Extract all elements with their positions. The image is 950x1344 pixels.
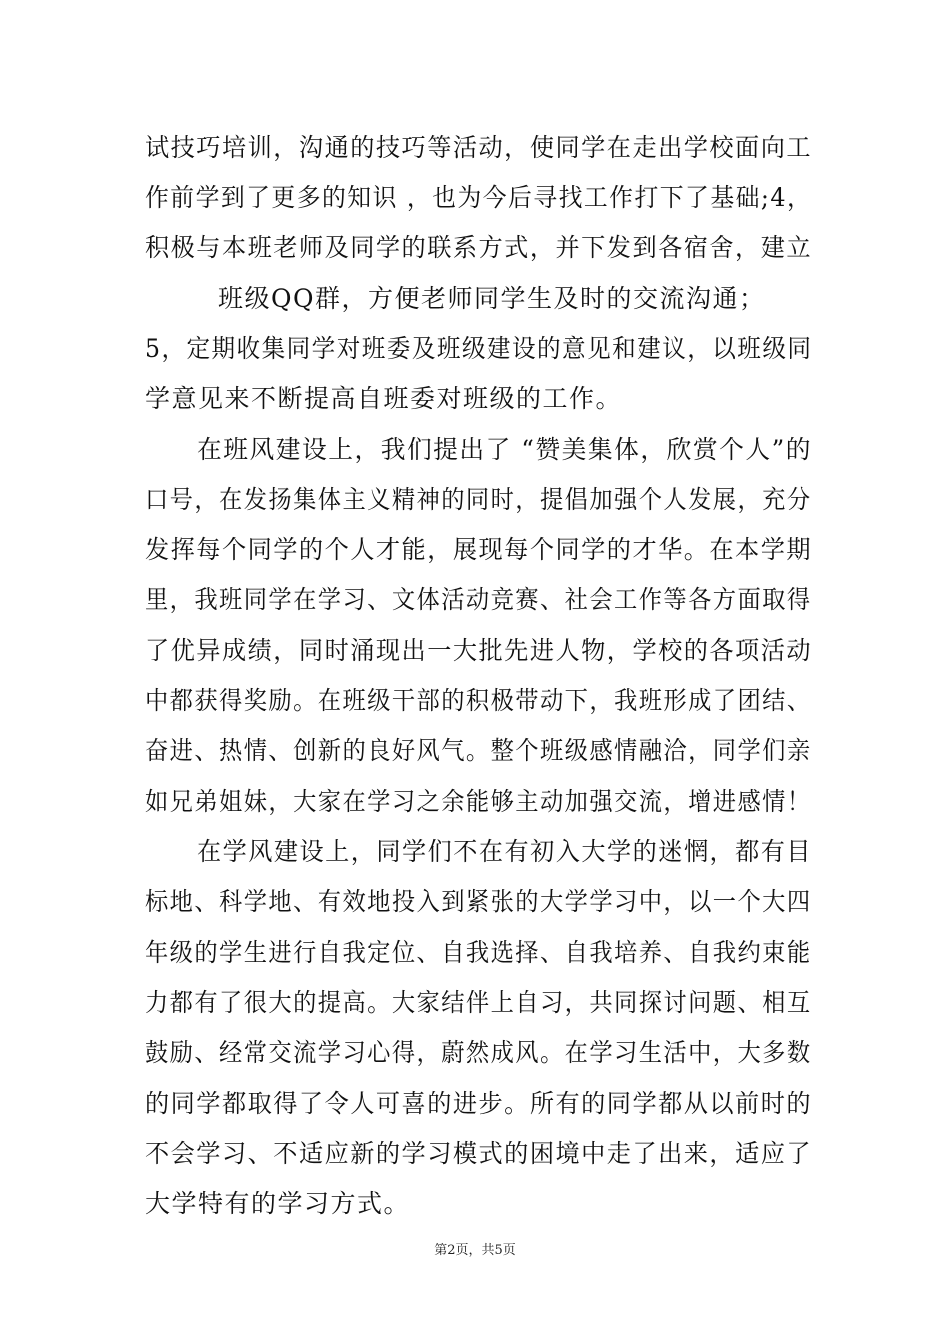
text-line: 年级的学生进行自我定位、自我选择、自我培养、自我约束能 [145, 938, 812, 967]
text-line: 班级QQ群，方便老师同学生及时的交流沟通； [218, 284, 766, 313]
text-line: 口号，在发扬集体主义精神的同时，提倡加强个人发展，充分 [145, 485, 812, 514]
text-line: 发挥每个同学的个人才能，展现每个同学的才华。在本学期 [145, 535, 813, 564]
text-line: 学意见来不断提高自班委对班级的工作。 [145, 384, 623, 413]
text-line: 大学特有的学习方式。 [145, 1189, 411, 1218]
text-line: 的同学都取得了令人可喜的进步。所有的同学都从以前时的 [145, 1089, 813, 1118]
paragraph-first-line: 在学风建设上，同学们不在有初入大学的迷惘，都有目 [197, 837, 813, 866]
text-line: 不会学习、不适应新的学习模式的困境中走了出来，适应了 [145, 1139, 813, 1168]
page-number-footer: 第2页，共5页 [434, 1243, 516, 1258]
text-line: 作前学到了更多的知识 ，也为今后寻找工作打下了基础;4， [145, 183, 813, 212]
text-line: 力都有了很大的提高。大家结伴上自习，共同探讨问题、相互 [145, 988, 812, 1017]
text-line: 标地、科学地、有效地投入到紧张的大学学习中，以一个大四 [145, 887, 812, 916]
text-line: 里，我班同学在学习、文体活动竞赛、社会工作等各方面取得 [145, 585, 812, 614]
text-line: 试技巧培训，沟通的技巧等活动，使同学在走出学校面向工 [145, 133, 813, 162]
text-line: 奋进、热情、创新的良好风气。整个班级感情融洽，同学们亲 [145, 736, 812, 765]
text-line: 如兄弟姐妹，大家在学习之余能够主动加强交流，增进感情！ [145, 787, 812, 816]
text-line: 5，定期收集同学对班委及班级建设的意见和建议，以班级同 [145, 334, 813, 363]
paragraph-first-line: 在班风建设上，我们提出了 “赞美集体，欣赏个人”的 [197, 435, 812, 464]
text-line: 积极与本班老师及同学的联系方式，并下发到各宿舍，建立 [145, 233, 813, 262]
text-line: 鼓励、经常交流学习心得，蔚然成风。在学习生活中，大多数 [145, 1038, 812, 1067]
text-line: 了优异成绩，同时涌现出一大批先进人物，学校的各项活动 [145, 636, 813, 665]
text-line: 中都获得奖励。在班级干部的积极带动下，我班形成了团结、 [145, 686, 812, 715]
